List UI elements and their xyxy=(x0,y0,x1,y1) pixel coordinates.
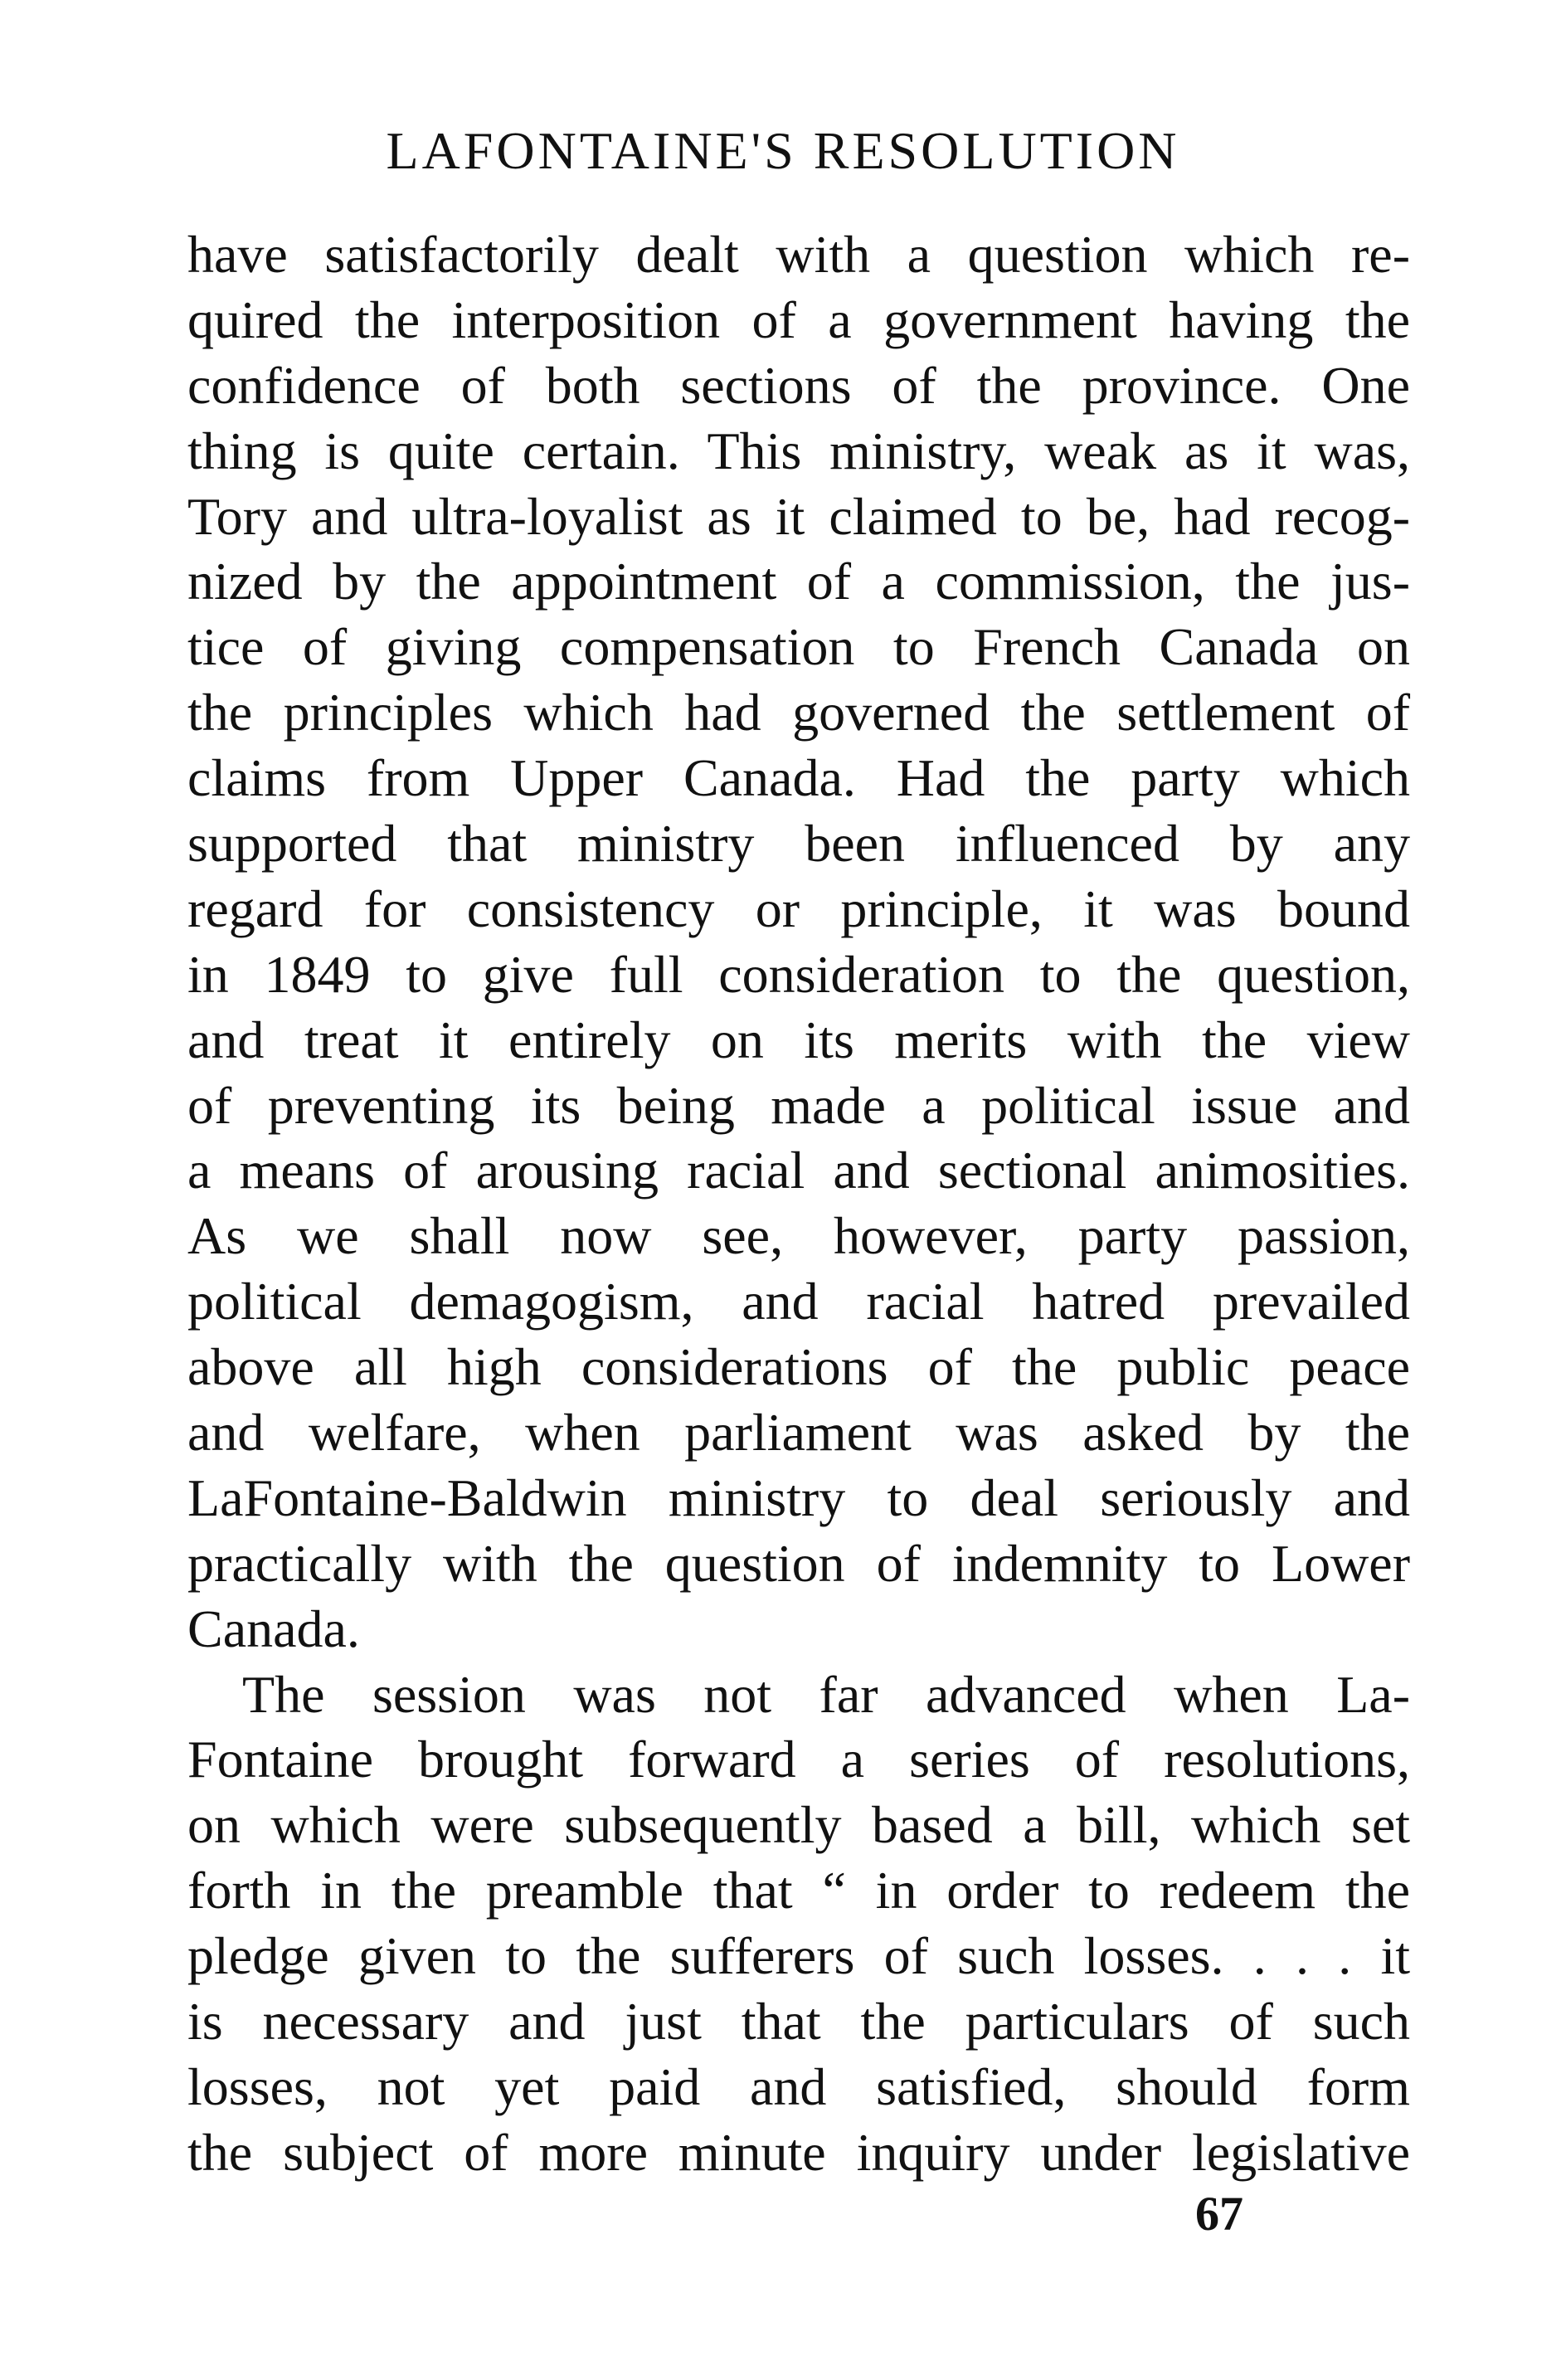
text-line: quired the interposition of a government having the xyxy=(187,290,1410,349)
text-line: political demagogism, and racial hatred prevailed xyxy=(187,1272,1410,1331)
text-line: and treat it entirely on its merits with the view xyxy=(187,1010,1410,1069)
text-line: a means of arousing racial and sectional animosities. xyxy=(187,1141,1410,1200)
text-line: tice of giving compensation to French Canada on xyxy=(187,617,1410,677)
text-line: pledge given to the sufferers of such losses. . . . it xyxy=(187,1926,1410,1986)
text-line: is necessary and just that the particulars of such xyxy=(187,1992,1410,2051)
text-line: the principles which had governed the settlement of xyxy=(187,683,1410,742)
running-head: LAFONTAINE'S RESOLUTION xyxy=(386,121,1180,180)
page-number: 67 xyxy=(1195,2187,1243,2241)
body-text xyxy=(187,222,1410,2186)
text-line: nized by the appointment of a commission, the jus- xyxy=(187,552,1410,611)
paragraph-2 xyxy=(187,1662,1410,2186)
text-line: regard for consistency or principle, it was bound xyxy=(187,879,1410,938)
text-line: thing is quite certain. This ministry, weak as it was, xyxy=(187,421,1410,480)
text-line: in 1849 to give full consideration to the question, xyxy=(187,944,1410,1004)
paragraph-1 xyxy=(187,222,1410,1662)
text-line: practically with the question of indemnity to Lower xyxy=(187,1533,1410,1593)
text-line: losses, not yet paid and satisfied, should form xyxy=(187,2056,1410,2116)
text-line: claims from Upper Canada. Had the party which xyxy=(187,748,1410,808)
text-line: confidence of both sections of the province. One xyxy=(187,355,1410,415)
text-line: on which were subsequently based a bill, which set xyxy=(187,1795,1410,1855)
text-line: have satisfactorily dealt with a question which re- xyxy=(187,225,1410,284)
text-line: above all high considerations of the public peace xyxy=(187,1337,1410,1397)
text-line: and welfare, when parliament was asked by the xyxy=(187,1403,1410,1463)
text-line: LaFontaine-Baldwin ministry to deal seriously and xyxy=(187,1467,1410,1527)
text-line: Fontaine brought forward a series of resolutions, xyxy=(187,1730,1410,1789)
text-line: As we shall now see, however, party passion, xyxy=(187,1206,1410,1266)
text-line: the subject of more minute inquiry under legislative xyxy=(187,2122,1410,2182)
text-line: of preventing its being made a political issue and xyxy=(187,1075,1410,1135)
text-line: forth in the preamble that “ in order to redeem the xyxy=(187,1861,1410,1920)
text-line: Canada. xyxy=(187,1599,360,1658)
text-line: supported that ministry been influenced by any xyxy=(187,814,1410,874)
text-line: Tory and ultra-loyalist as it claimed to be, had recog- xyxy=(187,486,1410,546)
text-line: The session was not far advanced when La- xyxy=(242,1664,1410,1724)
